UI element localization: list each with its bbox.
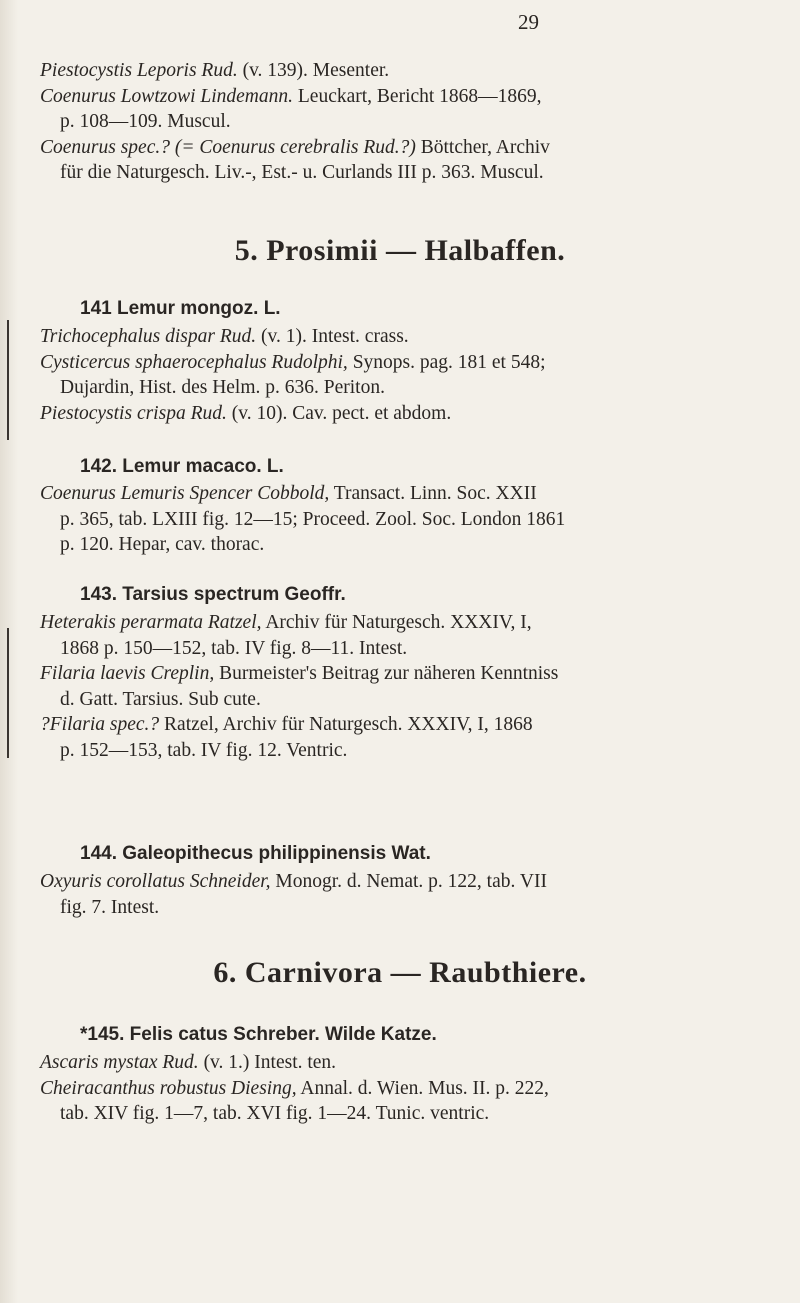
host-heading: 141 Lemur mongoz. L. — [80, 298, 281, 319]
reference-text: Synops. pag. 181 et 548; — [347, 351, 546, 373]
reference-text: Burmeister's Beitrag zur näheren Kenntniss — [214, 663, 559, 684]
parasite-entry — [40, 1076, 780, 1127]
parasite-entry — [40, 1050, 780, 1076]
host-entries — [40, 481, 780, 558]
taxon-name: Cysticercus sphaerocephalus Rudolphi, — [40, 351, 348, 373]
taxon-name: Heterakis perarmata Ratzel, — [40, 612, 262, 633]
parasite-entry — [40, 712, 780, 763]
taxon-name: Oxyuris corollatus Schneider, — [40, 871, 271, 892]
parasite-entry — [40, 350, 780, 401]
reference-text: (v. 139). Mesenter. — [237, 60, 390, 81]
taxon-name: Coenurus spec.? (= Coenurus cerebralis Rud.?) — [40, 136, 416, 158]
parasite-entry — [40, 869, 780, 920]
host-entries — [40, 324, 780, 426]
taxon-name: Filaria laevis Creplin, — [40, 663, 215, 684]
page-edge — [0, 0, 18, 1303]
reference-continuation: Dujardin, Hist. des Helm. p. 636. Periton. — [60, 377, 385, 398]
section-heading: 5. Prosimii — Halbaffen. — [234, 234, 566, 267]
reference-text: Leuckart, Bericht 1868—1869, — [293, 85, 542, 107]
reference-continuation: fig. 7. Intest. — [60, 896, 160, 918]
taxon-name: Coenurus Lowtzowi Lindemann. — [40, 85, 293, 107]
parasite-entry — [40, 58, 780, 84]
taxon-name: Piestocystis crispa Rud. — [40, 402, 227, 424]
section-heading: 6. Carnivora — Raubthiere. — [213, 956, 587, 989]
host-heading: 144. Galeopithecus philippinensis Wat. — [80, 843, 431, 864]
reference-text: (v. 10). Cav. pect. et abdom. — [226, 402, 452, 424]
intro-entries — [40, 58, 780, 186]
taxon-name: Ascaris mystax Rud. — [40, 1052, 199, 1073]
reference-text: Transact. Linn. Soc. XXII — [329, 483, 537, 504]
binding-shadow — [7, 628, 9, 758]
reference-text: (v. 1). Intest. crass. — [256, 326, 409, 347]
binding-shadow — [7, 320, 9, 440]
parasite-entry — [40, 84, 780, 135]
reference-continuation: p. 108—109. Muscul. — [60, 111, 231, 132]
reference-continuation: für die Naturgesch. Liv.-, Est.- u. Curlands III p. 363. Muscul. — [60, 162, 544, 183]
host-heading: *145. Felis catus Schreber. Wilde Katze. — [80, 1024, 437, 1045]
taxon-name: Cheiracanthus robustus Diesing, — [40, 1077, 297, 1099]
reference-text: Archiv für Naturgesch. XXXIV, I, — [261, 612, 532, 633]
taxon-name: ?Filaria spec.? — [40, 714, 160, 735]
taxon-name: Trichocephalus dispar Rud. — [40, 326, 257, 347]
host-entries — [40, 1050, 780, 1127]
parasite-entry — [40, 135, 780, 186]
host-entries — [40, 610, 780, 763]
reference-continuation: tab. XIV fig. 1—7, tab. XVI fig. 1—24. Tunic. ventric. — [60, 1103, 490, 1124]
reference-text: (v. 1.) Intest. ten. — [198, 1052, 337, 1073]
parasite-entry — [40, 610, 780, 661]
reference-text: Monogr. d. Nemat. p. 122, tab. VII — [270, 871, 547, 892]
reference-continuation: d. Gatt. Tarsius. Sub cute. — [60, 688, 261, 710]
host-heading: 143. Tarsius spectrum Geoffr. — [80, 584, 346, 605]
page-number: 29 — [518, 10, 539, 34]
parasite-entry — [40, 324, 780, 350]
host-entries — [40, 869, 780, 920]
parasite-entry — [40, 401, 780, 427]
reference-text: Böttcher, Archiv — [415, 136, 550, 158]
reference-continuation: 1868 p. 150—152, tab. IV fig. 8—11. Intest. — [60, 637, 408, 659]
reference-continuation: p. 365, tab. LXIII fig. 12—15; Proceed. Zool. Soc. London 1861 — [60, 508, 566, 530]
reference-text: Annal. d. Wien. Mus. II. p. 222, — [296, 1077, 549, 1099]
taxon-name: Piestocystis Leporis Rud. — [40, 60, 238, 81]
host-heading: 142. Lemur macaco. L. — [80, 456, 284, 477]
reference-continuation: p. 120. Hepar, cav. thorac. — [60, 534, 265, 555]
reference-continuation: p. 152—153, tab. IV fig. 12. Ventric. — [60, 739, 348, 761]
reference-text: Ratzel, Archiv für Naturgesch. XXXIV, I, 1868 — [159, 714, 533, 735]
parasite-entry — [40, 481, 780, 558]
taxon-name: Coenurus Lemuris Spencer Cobbold, — [40, 483, 330, 504]
parasite-entry — [40, 661, 780, 712]
